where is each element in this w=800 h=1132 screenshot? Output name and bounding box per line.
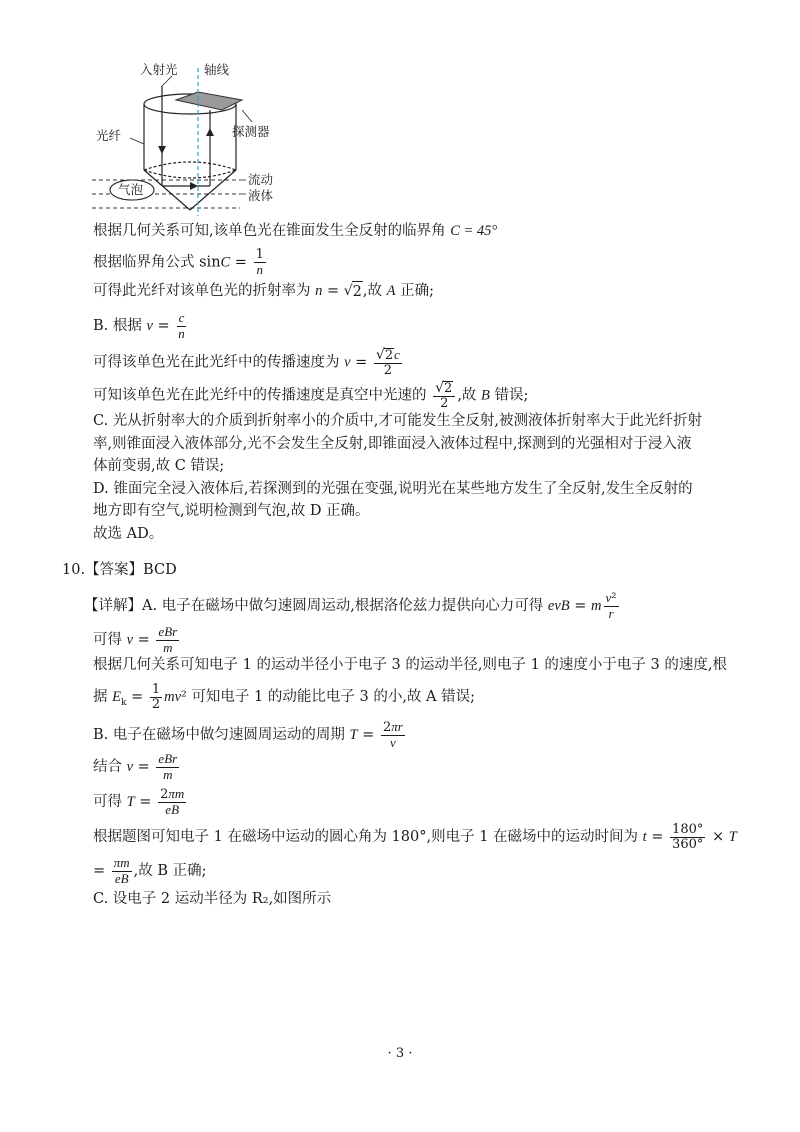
text-line: 根据几何关系可知电子 1 的运动半径小于电子 3 的运动半径,则电子 1 的速度小于电子 3 的速度,根 <box>93 657 727 673</box>
text-line: D. 锥面完全浸入液体后,若探测到的光强在变强,说明光在某些地方发生了全反射,发生全反射的 <box>93 481 693 497</box>
text-line: 可得该单色光在此光纤中的传播速度为 v = √ 2 c 2 <box>93 347 400 378</box>
text-line: C. 设电子 2 运动半径为 R₂,如图所示 <box>93 891 332 907</box>
liquid-label: 液体 <box>248 188 274 203</box>
text-line: 故选 AD。 <box>93 526 164 542</box>
axis-label: 轴线 <box>204 62 230 77</box>
text-line: C. 光从折射率大的介质到折射率小的介质中,才可能发生全反射,被测液体折射率大于此光纤折射 <box>93 413 703 429</box>
detector-label: 探测器 <box>232 124 270 139</box>
text-line: = $\frac{\pi m}{eB}$ ,故 B 正确; <box>93 855 207 886</box>
text-line: 可得 v = $\frac{\text{eBr}}{m}$ <box>93 624 178 655</box>
text-line: 【详解】A. 电子在磁场中做匀速圆周运动,根据洛伦兹力提供向心力可得 evB = m $\frac{\text{v²}}{r}$ <box>84 590 617 621</box>
text-line: 可知该单色光在此光纤中的传播速度是真空中光速的 √ 2 2 ,故 B 错误; <box>93 380 529 411</box>
text-line: 根据临界角公式 sinC = $\frac{1}{n}$ <box>93 247 264 277</box>
answer-heading: 10.【答案】BCD <box>62 562 177 578</box>
text-line: 据 $E_k$ = $\frac{1}{2}$ mv² 可知电子 1 的动能比电子 3 的小,故 A 错误; <box>93 682 476 712</box>
incident-light-label: 入射光 <box>140 62 178 77</box>
text-line: 结合 v = $\frac{\text{eBr}}{m}$ <box>93 751 178 782</box>
text-line: 体前变弱,故 C 错误; <box>93 458 225 474</box>
text-line: 根据题图可知电子 1 在磁场中运动的圆心角为 180°,则电子 1 在磁场中的运动时间为 t = $\frac{180^\circ}{360^\circ}$ × T <box>93 822 737 852</box>
text-line: 率,则锥面浸入液体部分,光不会发生全反射,即锥面浸入液体过程中,探测到的光强相对于浸入液 <box>93 436 692 452</box>
bubble-label: 气泡 <box>118 182 144 197</box>
fiber-label: 光纤 <box>96 128 122 143</box>
text-line: 根据几何关系可知,该单色光在锥面发生全反射的临界角 C = 45° <box>93 223 498 239</box>
text-line: 可得 T = $\frac{2\pi m}{eB}$ <box>93 786 185 817</box>
text-line: B. 根据 v = $\frac{c}{n}$ <box>93 310 185 341</box>
page-number: · 3 · <box>387 1046 413 1061</box>
flow-label: 流动 <box>248 172 274 187</box>
fiber-diagram <box>90 58 290 218</box>
text-line: B. 电子在磁场中做匀速圆周运动的周期 T = $\frac{2\pi r}{v}$ <box>93 719 403 750</box>
text-line: 可得此光纤对该单色光的折射率为 n = √ 2 ,故 A 正确; <box>93 283 434 300</box>
text-line: 地方即有空气,说明检测到气泡,故 D 正确。 <box>93 503 370 519</box>
